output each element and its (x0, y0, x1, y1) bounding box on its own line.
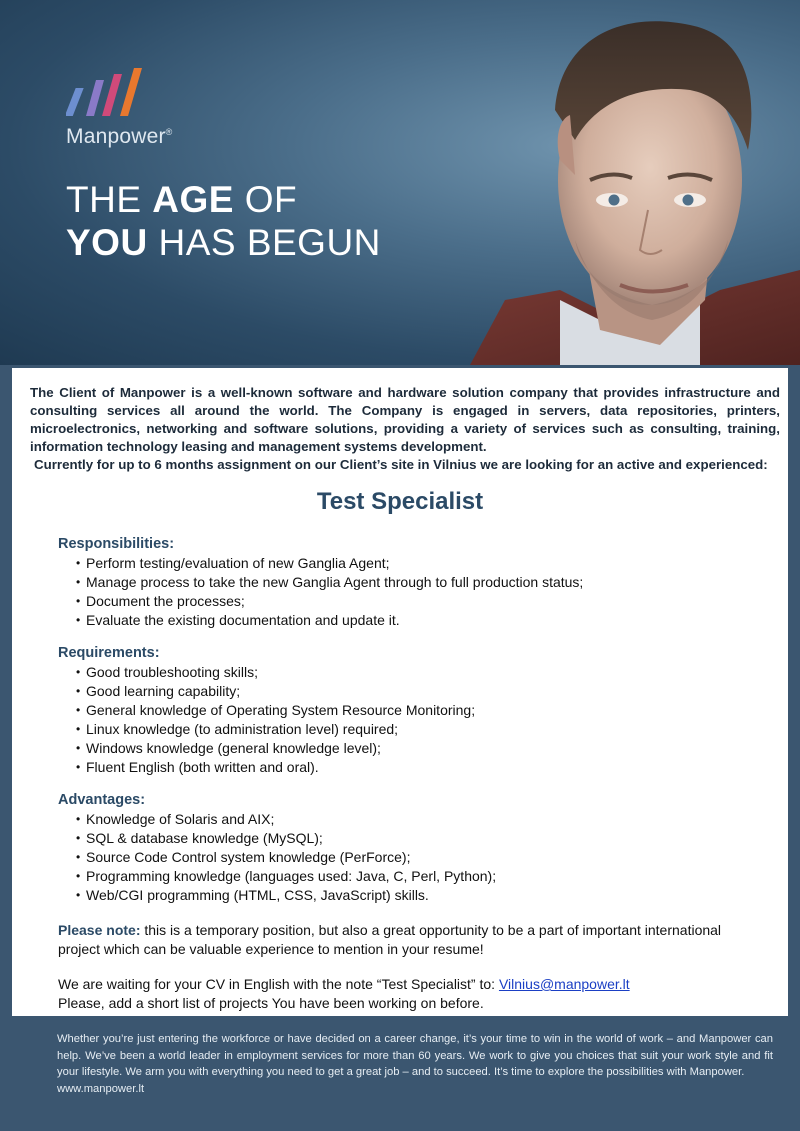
list-item: • Web/CGI programming (HTML, CSS, JavaScript) skills. (86, 886, 778, 905)
application-instructions: We are waiting for your CV in English with the note “Test Specialist” to: Vilnius@manpower.lt Please, add a short list of projects You have been working on before. (58, 975, 758, 1013)
list-item: • Manage process to take the new Ganglia Agent through to full production status; (86, 573, 778, 592)
list-item: • Good troubleshooting skills; (86, 663, 778, 682)
list-item: • SQL & database knowledge (MySQL); (86, 829, 778, 848)
list-item: • Fluent English (both written and oral). (86, 758, 778, 777)
please-note (58, 921, 758, 959)
list-item: • Source Code Control system knowledge (PerForce); (86, 848, 778, 867)
list-item: • Evaluate the existing documentation and update it. (86, 611, 778, 630)
job-title: Test Specialist (316, 488, 484, 515)
responsibilities-heading: Responsibilities: (58, 536, 175, 552)
list-item: • Knowledge of Solaris and AIX; (86, 810, 778, 829)
list-item: • Windows knowledge (general knowledge level); (86, 739, 778, 758)
manpower-logo-icon (66, 66, 162, 120)
manpower-wordmark: Manpower® (66, 125, 173, 148)
hero-headline: THE AGE OF YOU HAS BEGUN (66, 179, 381, 263)
responsibilities-section (58, 536, 778, 630)
assignment-line: Currently for up to 6 months assignment on our Client’s site in Vilnius we are looking for an active and experienced: (34, 457, 768, 472)
job-ad-panel (12, 368, 788, 1016)
list-item: • Perform testing/evaluation of new Ganglia Agent; (86, 554, 778, 573)
hero-banner (0, 0, 800, 365)
advantages-heading: Advantages: (58, 792, 146, 808)
note-label: Please note: (58, 922, 141, 938)
email-link[interactable]: Vilnius@manpower.lt (498, 976, 630, 992)
note-text: this is a temporary position, but also a great opportunity to be a part of important international project which can be valuable experience to mention in your resume! (58, 922, 722, 957)
requirements-heading: Requirements: (58, 645, 160, 661)
list-item: • Document the processes; (86, 592, 778, 611)
advantages-section (58, 792, 778, 905)
list-item: • Programming knowledge (languages used: Java, C, Perl, Python); (86, 867, 778, 886)
footer-text: Whether you’re just entering the workforce or have decided on a career change, it’s your time to win in the world of work – and Manpower can help. We’ve been a world leader in employment services for more than 60 years. We work to give you choices that suit your work style and fit your lifestyle. We arm you with everything you need to get a great job – and to succeed. It’s time to explore the possibilities with Manpower. www.manpower.lt (57, 1033, 773, 1095)
list-item: • Linux knowledge (to administration level) required; (86, 720, 778, 739)
cta-line2: Please, add a short list of projects You have been working on before. (58, 995, 484, 1011)
intro-text: The Client of Manpower is a well-known software and hardware solution company that provides infrastructure and consulting services all around the world. The Company is engaged in servers, data repositories, printers, microelectronics, networking and software solutions, providing a variety of services such as consulting, training, information technology leasing and management systems development. Currently for up to 6 months assignment on our Client’s site in Vilnius we are looking for an active and experienced: (30, 385, 780, 472)
website-link[interactable]: www.manpower.lt (57, 1082, 145, 1095)
list-item: • Good learning capability; (86, 682, 778, 701)
requirements-section (58, 645, 778, 777)
list-item: • General knowledge of Operating System Resource Monitoring; (86, 701, 778, 720)
